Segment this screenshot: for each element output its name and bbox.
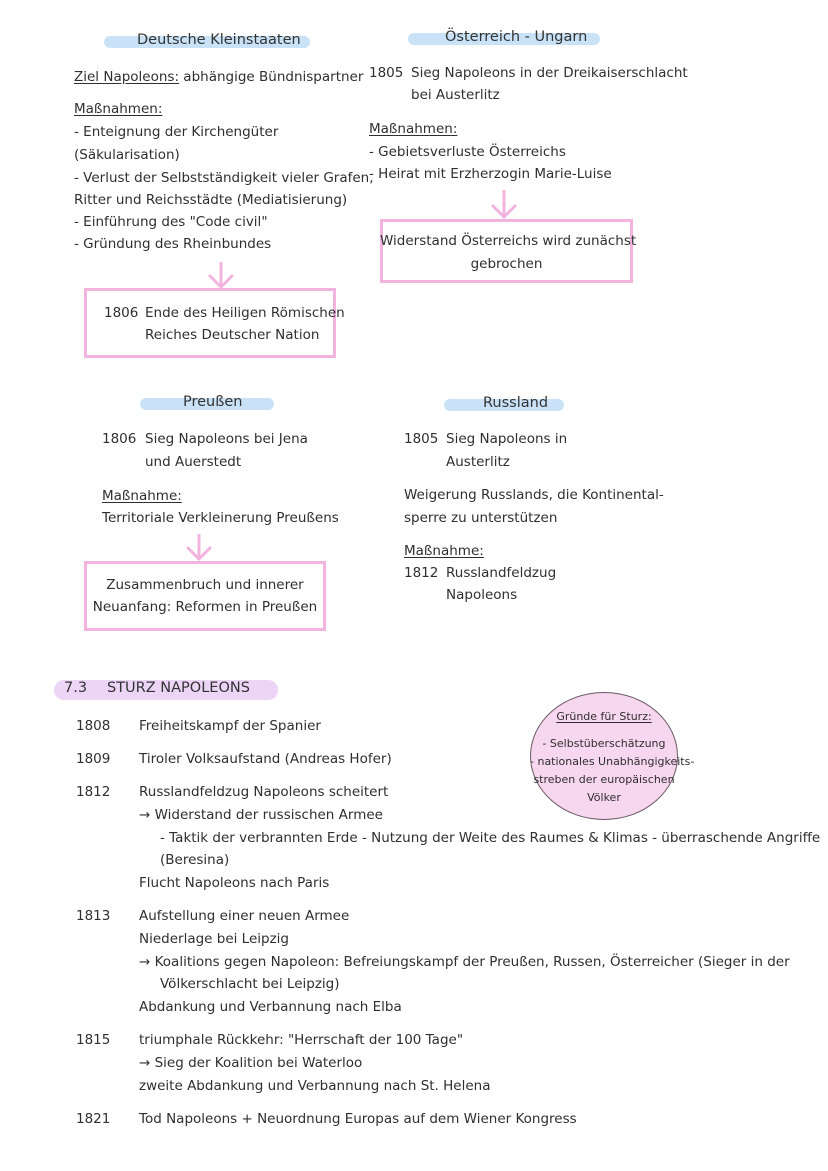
timeline-text: (Beresina) <box>160 852 230 868</box>
timeline-text: Aufstellung einer neuen Armee <box>139 908 350 924</box>
massnahmen-label: Maßnahmen: <box>369 121 458 137</box>
arrow-down-icon <box>207 262 235 290</box>
event-year: 1805 <box>369 65 404 81</box>
timeline-text: Freiheitskampf der Spanier <box>139 718 321 734</box>
timeline-text: Flucht Napoleons nach Paris <box>139 875 330 891</box>
event-year: 1805 <box>404 431 439 447</box>
event-text: Sieg Napoleons bei Jena <box>145 431 308 447</box>
timeline-text: → Koalitions gegen Napoleon: Befreiungskampf der Preußen, Russen, Österreicher (Sieger in der <box>139 954 790 970</box>
result-text: Neuanfang: Reformen in Preußen <box>92 599 318 615</box>
event-text: und Auerstedt <box>145 454 242 470</box>
timeline-year: 1821 <box>76 1111 111 1127</box>
timeline-text: → Widerstand der russischen Armee <box>139 807 383 823</box>
event-year: 1806 <box>102 431 137 447</box>
gruende-item: Völker <box>587 791 621 804</box>
body-text: sperre zu unterstützen <box>404 510 558 526</box>
timeline-text: Tod Napoleons + Neuordnung Europas auf dem Wiener Kongress <box>139 1111 577 1127</box>
massnahme-item: - Gründung des Rheinbundes <box>74 236 272 252</box>
timeline-text: Abdankung und Verbannung nach Elba <box>139 999 402 1015</box>
result-text: Reiches Deutscher Nation <box>145 327 320 343</box>
timeline-year: 1809 <box>76 751 111 767</box>
result-text: Zusammenbruch und innerer <box>106 577 304 593</box>
timeline-year: 1815 <box>76 1032 111 1048</box>
timeline-text: Tiroler Volksaufstand (Andreas Hofer) <box>139 751 392 767</box>
massnahme-item: (Säkularisation) <box>74 147 180 163</box>
event-text: Napoleons <box>446 587 518 603</box>
arrow-down-icon <box>185 534 213 562</box>
section-number: 7.3 <box>64 680 88 696</box>
massnahme-item: - Verlust der Selbstständigkeit vieler Grafen, <box>74 170 374 186</box>
arrow-down-icon <box>490 190 518 220</box>
timeline-year: 1808 <box>76 718 111 734</box>
massnahme-item: - Enteignung der Kirchengüter <box>74 124 279 140</box>
event-text: Austerlitz <box>446 454 510 470</box>
ziel-line <box>74 66 363 88</box>
timeline-text: → Sieg der Koalition bei Waterloo <box>139 1055 363 1071</box>
massnahme-item: - Gebietsverluste Österreichs <box>369 144 566 160</box>
result-year: 1806 <box>104 305 139 321</box>
ziel-label: Ziel Napoleons: <box>74 69 180 85</box>
massnahme-label: Maßnahme: <box>102 488 182 504</box>
massnahme-item: Ritter und Reichsstädte (Mediatisierung) <box>74 192 348 208</box>
timeline-year: 1813 <box>76 908 111 924</box>
event-text: Sieg Napoleons in der Dreikaiserschlacht <box>411 65 688 81</box>
gruende-title: Gründe für Sturz: <box>556 710 652 723</box>
body-text: Weigerung Russlands, die Kontinental- <box>404 487 664 503</box>
massnahme-item: - Einführung des "Code civil" <box>74 214 268 230</box>
gruende-item: - Selbstüberschätzung <box>542 737 666 750</box>
result-text: Widerstand Österreichs wird zunächst <box>380 233 637 249</box>
timeline-text: triumphale Rückkehr: "Herrschaft der 100 Tage" <box>139 1032 464 1048</box>
timeline-text: Niederlage bei Leipzig <box>139 931 290 947</box>
gruende-item: streben der europäischen <box>533 773 675 786</box>
massnahmen-label: Maßnahmen: <box>74 101 163 117</box>
result-text: Ende des Heiligen Römischen <box>145 305 345 321</box>
heading-deutsche-kleinstaaten: Deutsche Kleinstaaten <box>137 32 301 48</box>
massnahme-text: Territoriale Verkleinerung Preußens <box>102 510 339 526</box>
heading-preussen: Preußen <box>183 394 243 410</box>
gruende-item: - nationales Unabhängigkeits- <box>530 755 695 768</box>
timeline-year: 1812 <box>76 784 111 800</box>
result-text: gebrochen <box>470 256 543 272</box>
event-text: bei Austerlitz <box>411 87 500 103</box>
heading-oesterreich-ungarn: Österreich - Ungarn <box>445 29 588 45</box>
timeline-text: zweite Abdankung und Verbannung nach St. Helena <box>139 1078 491 1094</box>
event-text: Russlandfeldzug <box>446 565 557 581</box>
timeline-text: - Taktik der verbrannten Erde - Nutzung der Weite des Raumes & Klimas - überraschende Angriffe <box>160 830 821 846</box>
ziel-text: abhängige Bündnispartner <box>179 69 364 85</box>
section-title: STURZ NAPOLEONS <box>107 680 250 696</box>
massnahme-label: Maßnahme: <box>404 543 484 559</box>
massnahme-item: - Heirat mit Erzherzogin Marie-Luise <box>369 166 612 182</box>
event-text: Sieg Napoleons in <box>446 431 568 447</box>
timeline-text: Russlandfeldzug Napoleons scheitert <box>139 784 389 800</box>
heading-russland: Russland <box>483 395 549 411</box>
event-year: 1812 <box>404 565 439 581</box>
timeline-text: Völkerschlacht bei Leipzig) <box>160 976 340 992</box>
